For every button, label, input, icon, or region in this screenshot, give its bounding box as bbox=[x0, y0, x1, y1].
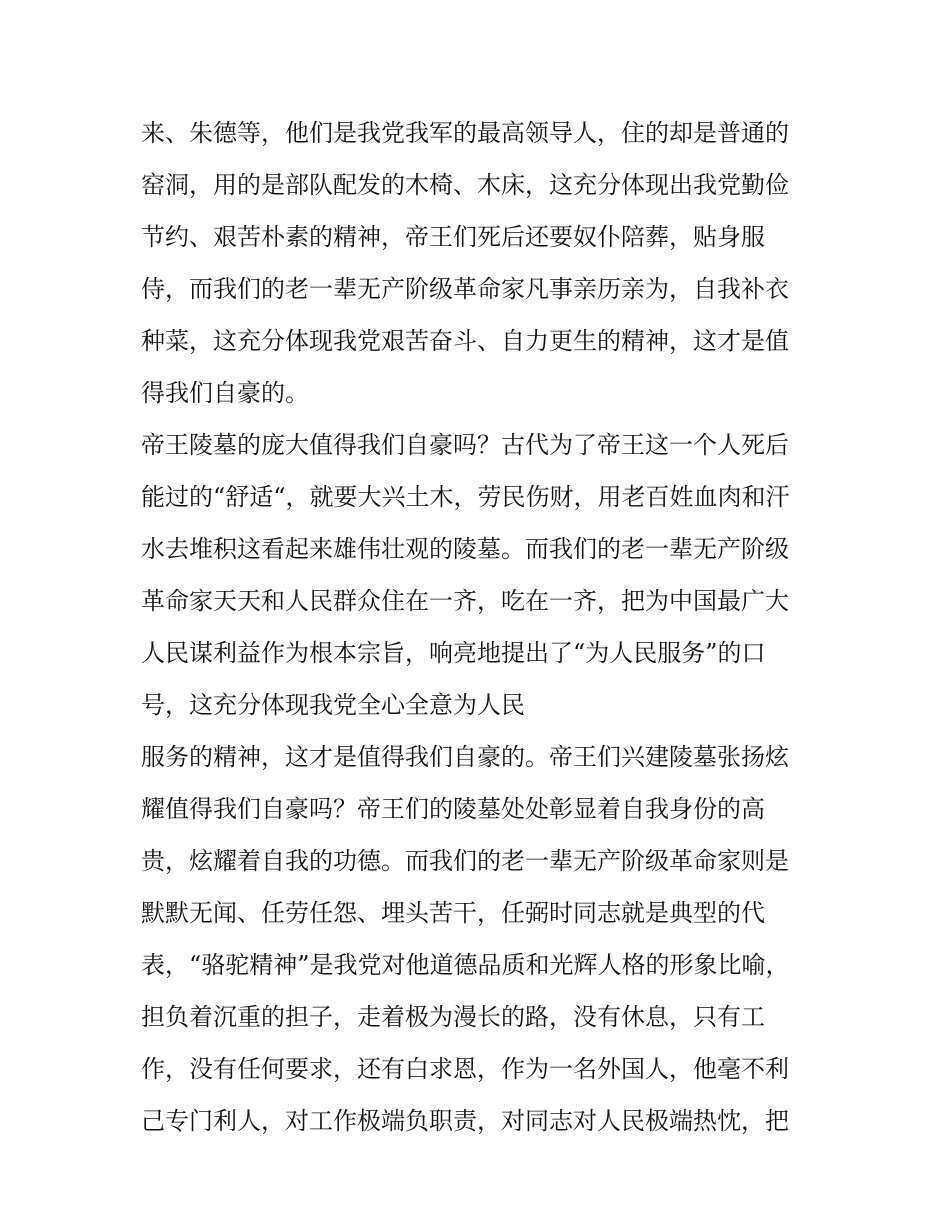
text-line: 侍，而我们的老一辈无产阶级革命家凡事亲历亲为，自我补衣 bbox=[141, 275, 789, 303]
text-line: 革命家天天和人民群众住在一齐，吃在一齐，把为中国最广大 bbox=[141, 587, 789, 615]
text-line: 种菜，这充分体现我党艰苦奋斗、自力更生的精神，这才是值 bbox=[141, 327, 789, 355]
text-line: 默默无闻、任劳任怨、埋头苦干，任弼时同志就是典型的代 bbox=[141, 899, 765, 927]
text-line: 窑洞，用的是部队配发的木椅、木床，这充分体现出我党勤俭 bbox=[141, 171, 789, 199]
text-line: 节约、艰苦朴素的精神，帝王们死后还要奴仆陪葬，贴身服 bbox=[141, 223, 765, 251]
body-text bbox=[141, 107, 821, 1147]
text-line: 帝王陵墓的庞大值得我们自豪吗？古代为了帝王这一个人死后 bbox=[141, 431, 789, 459]
text-line: 号，这充分体现我党全心全意为人民 bbox=[141, 691, 525, 719]
text-line: 水去堆积这看起来雄伟壮观的陵墓。而我们的老一辈无产阶级 bbox=[141, 535, 789, 563]
text-line: 贵，炫耀着自我的功德。而我们的老一辈无产阶级革命家则是 bbox=[141, 847, 789, 875]
text-line: 得我们自豪的。 bbox=[141, 379, 309, 407]
text-line: 能过的“舒适“，就要大兴土木，劳民伤财，用老百姓血肉和汗 bbox=[141, 483, 790, 511]
text-line: 己专门利人，对工作极端负职责，对同志对人民极端热忱，把 bbox=[141, 1107, 789, 1135]
text-line: 服务的精神，这才是值得我们自豪的。帝王们兴建陵墓张扬炫 bbox=[141, 743, 789, 771]
text-line: 表，“骆驼精神”是我党对他道德品质和光辉人格的形象比喻， bbox=[141, 951, 790, 979]
text-line: 担负着沉重的担子，走着极为漫长的路，没有休息，只有工 bbox=[141, 1003, 765, 1031]
text-line: 作，没有任何要求，还有白求恩，作为一名外国人，他毫不利 bbox=[141, 1055, 789, 1083]
text-line: 耀值得我们自豪吗？帝王们的陵墓处处彰显着自我身份的高 bbox=[141, 795, 765, 823]
text-line: 来、朱德等，他们是我党我军的最高领导人，住的却是普通的 bbox=[141, 119, 789, 147]
text-line: 人民谋利益作为根本宗旨，响亮地提出了“为人民服务”的口 bbox=[141, 639, 766, 667]
